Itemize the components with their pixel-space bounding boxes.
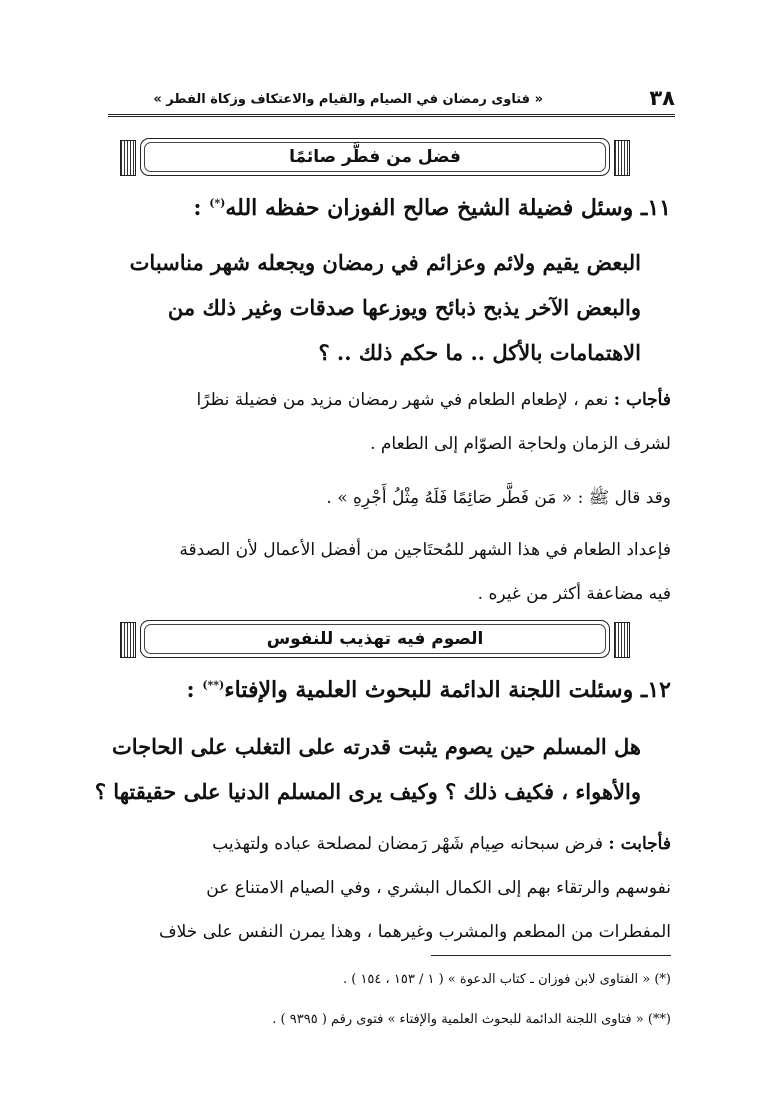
hadith-paragraph (93, 476, 671, 520)
answer-paragraph (93, 378, 671, 466)
question-heading (71, 677, 671, 703)
question-line: والأهواء ، فكيف ذلك ؟ وكيف يرى المسلم الدنيا على حقيقتها ؟ (94, 779, 641, 804)
banner-ornament (614, 140, 630, 176)
answer-line (93, 822, 671, 866)
question-line: والبعض الآخر يذبح ذبائح ويوزعها صدقات وغير ذلك من (167, 295, 641, 320)
question-text (93, 240, 641, 375)
hadith-line: وقد قال ﷺ : « مَن فَطَّر صَائِمًا فَلَهُ مِثْلُ أَجْرِهِ » . (326, 488, 671, 508)
footnote: (**) « فتاوى اللجنة الدائمة للبحوث العلمية والإفتاء » فتوى رقم ( ٩٣٩٥ ) . (272, 1012, 671, 1027)
section-banner (120, 138, 630, 178)
running-header (108, 84, 675, 117)
banner-ornament (120, 140, 136, 176)
answer-paragraph (93, 528, 671, 616)
footnote-divider (431, 955, 671, 956)
section-title: الصوم فيه تهذيب للنفوس (266, 629, 484, 649)
section-banner (120, 620, 630, 660)
answer-lead: فأجابت : (608, 834, 671, 854)
answer-line: فيه مضاعفة أكثر من غيره . (477, 584, 671, 604)
question-text (93, 724, 641, 814)
question-line: البعض يقيم ولائم وعزائم في رمضان ويجعله شهر مناسبات (129, 250, 641, 275)
book-title: « فتاوى رمضان في الصيام والقيام والاعتكاف وزكاة الفطر » (153, 92, 543, 107)
banner-ornament (120, 622, 136, 658)
banner-ornament (614, 622, 630, 658)
answer-line: المفطرات من المطعم والمشرب وغيرهما ، وهذا يمرن النفس على خلاف (159, 922, 671, 942)
question-heading-text: ١٢ـ وسئلت اللجنة الدائمة للبحوث العلمية والإفتاء (224, 677, 671, 703)
answer-lead: فأجاب : (613, 390, 671, 410)
answer-text: فرض سبحانه صِيام شَهْر رَمضان لمصلحة عباده ولتهذيب (212, 834, 603, 854)
answer-paragraph (93, 822, 671, 954)
answer-text: نعم ، لإطعام الطعام في شهر رمضان مزيد من فضيلة نظرًا (196, 390, 609, 410)
answer-line: فإعداد الطعام في هذا الشهر للمُحتَاجين من أفضل الأعمال لأن الصدقة (179, 540, 671, 560)
heading-colon: : (193, 195, 202, 221)
question-line: هل المسلم حين يصوم يثبت قدرته على التغلب على الحاجات (111, 734, 641, 759)
answer-line (93, 378, 671, 422)
footnote: (*) « الفتاوى لابن فوزان ـ كتاب الدعوة » ( ١ / ١٥٣ ، ١٥٤ ) . (342, 972, 671, 987)
answer-line: لشرف الزمان ولحاجة الصوّام إلى الطعام . (370, 434, 671, 454)
footnote-marker: (*) (209, 196, 226, 210)
banner-frame (140, 138, 610, 176)
section-title: فضل من فطَّر صائمًا (289, 147, 461, 167)
page-number: ٣٨ (649, 86, 675, 110)
question-line: الاهتمامات بالأكل .. ما حكم ذلك .. ؟ (318, 340, 641, 365)
question-heading (71, 195, 671, 221)
footnote-marker: (**) (202, 678, 225, 692)
answer-line: نفوسهم والرتقاء بهم إلى الكمال البشري ، وفي الصيام الامتناع عن (206, 878, 671, 898)
heading-colon: : (186, 677, 195, 703)
banner-frame (140, 620, 610, 658)
question-heading-text: ١١ـ وسئل فضيلة الشيخ صالح الفوزان حفظه الله (225, 195, 671, 221)
